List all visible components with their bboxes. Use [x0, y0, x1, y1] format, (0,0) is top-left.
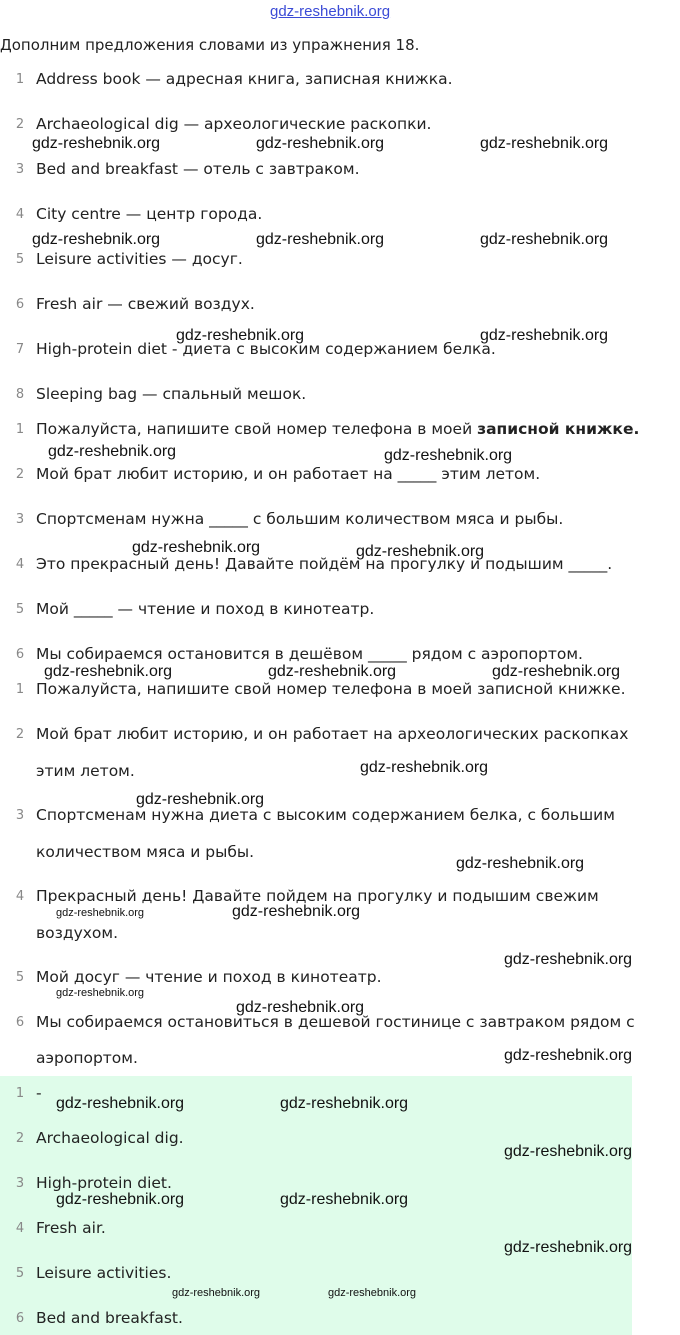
watermark: gdz-reshebnik.org [456, 855, 585, 872]
watermark: gdz-reshebnik.org [56, 907, 145, 919]
item-number: 2 [15, 467, 25, 482]
item-number: 4 [15, 207, 25, 222]
watermark: gdz-reshebnik.org [356, 543, 485, 560]
watermark: gdz-reshebnik.org [236, 999, 365, 1016]
item-number: 3 [15, 1176, 25, 1191]
watermark: gdz-reshebnik.org [480, 135, 609, 152]
watermark: gdz-reshebnik.org [256, 231, 385, 248]
watermark: gdz-reshebnik.org [504, 1047, 633, 1064]
item-number: 6 [15, 647, 25, 662]
item-text: количеством мяса и рыбы. [36, 843, 255, 861]
watermark: gdz-reshebnik.org [268, 663, 397, 680]
watermark: gdz-reshebnik.org [360, 759, 489, 776]
watermark: gdz-reshebnik.org [328, 1287, 417, 1299]
item-text: Спортсменам нужна _____ с большим количеством мяса и рыбы. [36, 510, 564, 528]
item-number: 2 [15, 727, 25, 742]
item-number: 5 [15, 602, 25, 617]
watermark: gdz-reshebnik.org [504, 1143, 633, 1160]
watermark: gdz-reshebnik.org [384, 447, 513, 464]
item-text: этим летом. [36, 762, 135, 780]
watermark: gdz-reshebnik.org [256, 135, 385, 152]
item-number: 4 [15, 557, 25, 572]
item-text: Это прекрасный день! Давайте пойдём на прогулку и подышим _____. [36, 555, 613, 573]
watermark: gdz-reshebnik.org [32, 231, 161, 248]
item-text: Sleeping bag — спальный мешок. [36, 385, 307, 403]
watermark: gdz-reshebnik.org [48, 443, 177, 460]
watermark: gdz-reshebnik.org [56, 1191, 185, 1208]
item-text: Мой досуг — чтение и поход в кинотеатр. [36, 968, 382, 986]
item-text: Мы собираемся остановится в дешёвом _____ рядом с аэропортом. [36, 645, 583, 663]
item-text: Мой брат любит историю, и он работает на археологических раскопках [36, 725, 629, 743]
header-link[interactable]: gdz-reshebnik.org [270, 3, 391, 20]
watermark: gdz-reshebnik.org [132, 539, 261, 556]
item-number: 3 [15, 162, 25, 177]
item-text: Archaeological dig. [36, 1129, 184, 1147]
item-number: 6 [15, 297, 25, 312]
item-text: Address book — адресная книга, записная книжка. [36, 70, 453, 88]
watermark: gdz-reshebnik.org [480, 231, 609, 248]
item-text: Пожалуйста, напишите свой номер телефона в моей записной книжке. [36, 680, 626, 698]
item-number: 1 [15, 682, 25, 697]
item-number: 5 [15, 252, 25, 267]
item-text: Fresh air — свежий воздух. [36, 295, 255, 313]
item-text: Мой брат любит историю, и он работает на _____ этим летом. [36, 465, 541, 483]
item-number: 2 [15, 1131, 25, 1146]
watermark: gdz-reshebnik.org [280, 1191, 409, 1208]
watermark: gdz-reshebnik.org [492, 663, 621, 680]
watermark: gdz-reshebnik.org [504, 1239, 633, 1256]
item-number: 8 [15, 387, 25, 402]
item-text: Leisure activities — досуг. [36, 250, 243, 268]
watermark: gdz-reshebnik.org [56, 1095, 185, 1112]
item-number: 1 [15, 72, 25, 87]
item-text: City centre — центр города. [36, 205, 263, 223]
watermark: gdz-reshebnik.org [32, 135, 161, 152]
watermark: gdz-reshebnik.org [56, 987, 145, 999]
watermark: gdz-reshebnik.org [172, 1287, 261, 1299]
item-text: Прекрасный день! Давайте пойдем на прогулку и подышим свежим [36, 887, 599, 905]
item-number: 5 [15, 970, 25, 985]
item-text: Bed and breakfast. [36, 1309, 183, 1327]
intro-text: Дополним предложения словами из упражнения 18. [0, 36, 420, 54]
item-number: 3 [15, 512, 25, 527]
item-number: 4 [15, 889, 25, 904]
item-text: воздухом. [36, 924, 119, 942]
item-text: Bed and breakfast — отель с завтраком. [36, 160, 360, 178]
item-number: 5 [15, 1266, 25, 1281]
watermark: gdz-reshebnik.org [176, 327, 305, 344]
item-number: 7 [15, 342, 25, 357]
item-number: 4 [15, 1221, 25, 1236]
watermark: gdz-reshebnik.org [232, 903, 361, 920]
bold-phrase: записной книжке. [477, 420, 640, 438]
item-text: Leisure activities. [36, 1264, 172, 1282]
item-number: 1 [15, 1086, 25, 1101]
watermark: gdz-reshebnik.org [480, 327, 609, 344]
item-text: Мой _____ — чтение и поход в кинотеатр. [36, 600, 375, 618]
item-number: 3 [15, 808, 25, 823]
item-number: 6 [15, 1015, 25, 1030]
watermark: gdz-reshebnik.org [280, 1095, 409, 1112]
item-text: - [36, 1084, 42, 1102]
item-number: 6 [15, 1311, 25, 1326]
item-text: High-protein diet - диета с высоким содержанием белка. [36, 340, 496, 358]
item-text: Archaeological dig — археологические раскопки. [36, 115, 432, 133]
item-number: 2 [15, 117, 25, 132]
watermark: gdz-reshebnik.org [44, 663, 173, 680]
item-text: Мы собираемся остановиться в дешевой гостинице с завтраком рядом с [36, 1013, 635, 1031]
item-text: High-protein diet. [36, 1174, 172, 1192]
watermark: gdz-reshebnik.org [504, 951, 633, 968]
watermark: gdz-reshebnik.org [136, 791, 265, 808]
item-text: аэропортом. [36, 1049, 138, 1067]
item-number: 1 [15, 422, 25, 437]
item-text: Пожалуйста, напишите свой номер телефона в моей записной книжке. [36, 420, 640, 438]
item-text: Fresh air. [36, 1219, 106, 1237]
item-text: Спортсменам нужна диета с высоким содержанием белка, с большим [36, 806, 615, 824]
